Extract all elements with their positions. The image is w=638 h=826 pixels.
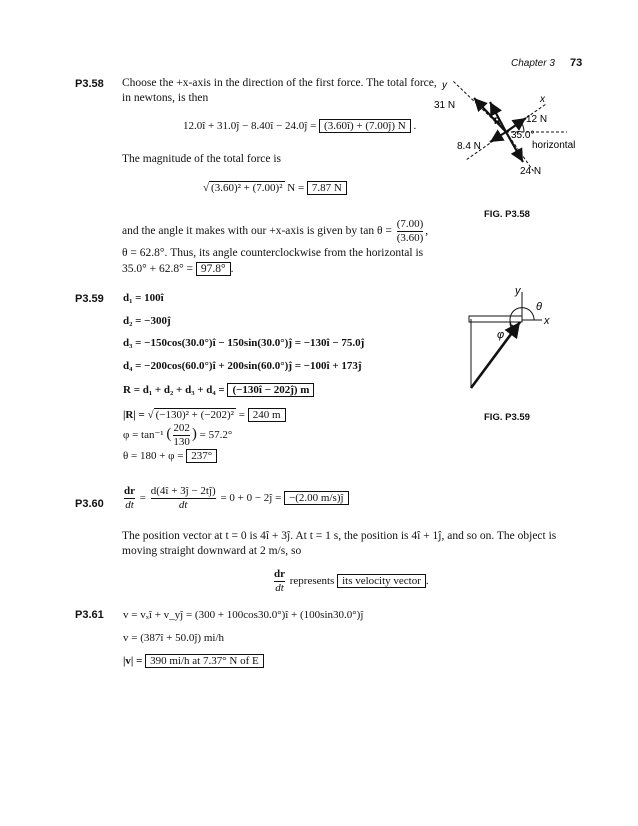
equation: R = d₁ + d₂ + d₃ + d₄ = (123, 384, 225, 396)
numerator: dr (124, 485, 135, 497)
paragraph-line: θ = 62.8°. Thus, its angle counterclockwise from the horizontal is (122, 247, 424, 259)
equation-row: $\frac{dr}{dt}$ = $\frac{d(4î + 3ĵ - 2tĵ)}{dt}$ = 0 + 0 − 2ĵ = −(2.00 m/s)ĵ (122, 485, 349, 512)
equation-row: |R| = √ (−130)² + (−202)² = 240 m (123, 409, 286, 421)
paragraph-line: The position vector at t = 0 is 4î + 3ĵ. At t = 1 s, the position is 4î + 1ĵ, and so on. The object is (122, 530, 557, 542)
boxed-answer: 390 mi/h at 7.37° N of E (145, 654, 264, 668)
resultant-label: R (494, 116, 501, 126)
equation-row (123, 655, 264, 667)
equation: = 0 + 0 − 2ĵ = (220, 492, 282, 505)
equation-row (123, 450, 217, 462)
equation-row: φ = tan⁻¹ ( $\frac{202}{130}$ ) = 57.2° (123, 422, 233, 448)
problem-label: P3.60 (75, 498, 104, 510)
equation: |R| = (123, 409, 145, 421)
figure-p3-59 (458, 282, 568, 392)
displacement-d1 (469, 316, 522, 322)
equation: = 57.2° (199, 429, 233, 442)
x-axis-label: x (540, 94, 545, 105)
figure-caption: FIG. P3.59 (484, 412, 530, 423)
figure-caption: FIG. P3.58 (484, 209, 530, 220)
denominator: dt (151, 498, 216, 512)
paragraph-line: moving straight downward at 2 m/s, so (122, 545, 302, 557)
figure-p3-58 (422, 72, 592, 202)
theta-label: θ (536, 301, 542, 313)
horizontal-label: horizontal (532, 140, 576, 151)
fraction (274, 568, 285, 595)
phi-label: φ (497, 329, 505, 341)
problem-label: P3.58 (75, 78, 104, 90)
equation-row: 12.0î + 31.0ĵ − 8.40î − 24.0ĵ = (3.60î) + (7.00ĵ) N . (183, 120, 417, 132)
force-label: 31 N (434, 100, 456, 111)
numerator: (7.00) (396, 218, 424, 230)
boxed-answer: −(2.00 m/s)ĵ (284, 491, 348, 505)
equation: represents (289, 575, 335, 588)
equation: d₄ = −200cos(60.0°)î + 200sin(60.0°)ĵ = −100î + 173ĵ (123, 360, 362, 372)
fraction (151, 485, 216, 512)
equation: v = (387î + 50.0ĵ) mi/h (123, 632, 225, 644)
force-label: 12 N (526, 114, 548, 125)
equation: φ = tan⁻¹ (123, 429, 164, 442)
x-axis-label: x (544, 315, 550, 327)
boxed-answer: its velocity vector (337, 574, 426, 588)
equation-row: and the angle it makes with our +x-axis is given by tan θ = $\frac{(7.00)}{(3.60)}$ , (122, 218, 429, 244)
equation-row: $\frac{dr}{dt}$ represents its velocity vector . (274, 568, 429, 594)
equation: N = (287, 182, 305, 194)
force-label: 8.4 N (457, 141, 481, 152)
equation: θ = 180 + φ = (123, 450, 184, 462)
y-axis-label: y (515, 285, 521, 297)
paragraph-line: in newtons, is then (122, 92, 209, 104)
boxed-answer: 237° (186, 449, 217, 463)
equation: v = vₓî + v_yĵ = (300 + 100cos30.0°)î + (100sin30.0°)ĵ (123, 609, 364, 621)
page-number: 73 (570, 57, 583, 69)
boxed-answer: (3.60î) + (7.00ĵ) N (319, 119, 411, 133)
problem-label: P3.61 (75, 609, 104, 621)
fraction (173, 422, 190, 449)
boxed-answer: 97.8° (196, 262, 231, 276)
paragraph-line: Choose the +x-axis in the direction of the first force. The total force, (122, 77, 437, 89)
y-axis-label: y (442, 80, 447, 91)
denominator: dt (125, 499, 134, 511)
denominator: dt (275, 582, 284, 594)
boxed-answer: (−130î − 202ĵ) m (227, 383, 314, 397)
numerator: d(4î + 3ĵ − 2tĵ) (150, 485, 216, 497)
equation: d₂ = −300ĵ (123, 315, 171, 327)
equation: 35.0° + 62.8° = (122, 263, 194, 275)
problem-label: P3.59 (75, 293, 104, 305)
denominator: (3.60) (396, 232, 424, 244)
sqrt-expression: (3.60)² + (7.00)² (211, 182, 283, 194)
equation: |v| = (123, 655, 143, 667)
chapter-label: Chapter 3 (511, 58, 555, 69)
equation: 12.0î + 31.0ĵ − 8.40î − 24.0ĵ = (183, 120, 317, 132)
boxed-answer: 240 m (248, 408, 286, 422)
equation-row (123, 384, 314, 396)
boxed-answer: 7.87 N (307, 181, 347, 195)
numerator: dr (274, 568, 285, 580)
sqrt-expression: (−130)² + (−202)² (155, 409, 234, 421)
equation-row: √ (3.60)² + (7.00)² N = 7.87 N (203, 182, 347, 194)
paragraph-line: and the angle it makes with our +x-axis is given by tan θ = (122, 225, 392, 238)
force-label: 24 N (520, 166, 542, 177)
fraction (124, 485, 135, 512)
force-84n-arrow (490, 132, 506, 142)
numerator: 202 (173, 422, 190, 434)
denominator: 130 (173, 436, 190, 448)
angle-label: 35.0° (511, 130, 535, 141)
fraction (397, 218, 424, 245)
equation-row: 35.0° + 62.8° = 97.8° . (122, 263, 234, 275)
equation: d₁ = 100î (123, 292, 164, 304)
paragraph-line: The magnitude of the total force is (122, 153, 282, 165)
resultant-arrow (471, 322, 520, 388)
equation: d₃ = −150cos(30.0°)î − 150sin(30.0°)ĵ = −130î − 75.0ĵ (123, 337, 365, 349)
